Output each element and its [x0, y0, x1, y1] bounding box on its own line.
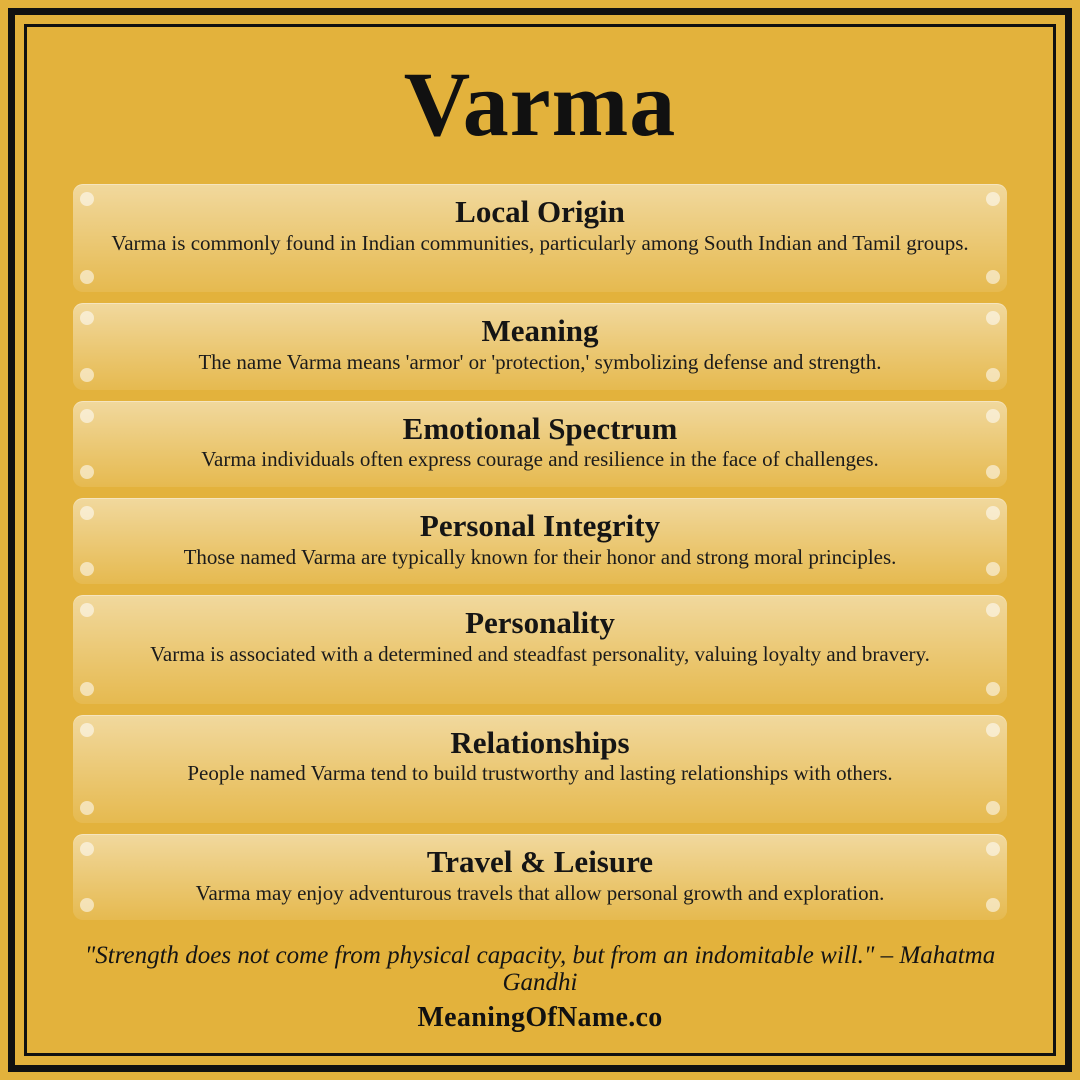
section-heading: Personality	[465, 605, 615, 641]
ribbon-notch-icon	[80, 898, 94, 912]
ribbon-notch-icon	[80, 368, 94, 382]
ribbon-notch-icon	[80, 465, 94, 479]
ribbon-notch-icon	[986, 898, 1000, 912]
section-heading: Relationships	[450, 724, 630, 760]
poster-content	[36, 36, 1044, 1044]
ribbon-notch-icon	[80, 801, 94, 815]
section-card-personal-integrity	[73, 498, 1007, 584]
section-heading: Local Origin	[455, 194, 625, 229]
section-card-personality	[73, 595, 1007, 703]
section-heading: Travel & Leisure	[426, 843, 654, 879]
ribbon-notch-icon	[80, 270, 94, 284]
ribbon-notch-icon	[80, 562, 94, 576]
ribbon-notch-icon	[80, 682, 94, 696]
ribbon-notch-icon	[986, 465, 1000, 479]
footer	[36, 942, 1044, 1044]
section-body: The name Varma means 'armor' or 'protection,' symbolizing defense and strength.	[198, 349, 882, 374]
ribbon-notch-icon	[986, 682, 1000, 696]
sections-list	[36, 184, 1044, 931]
section-heading: Emotional Spectrum	[402, 410, 678, 446]
section-card-travel-leisure	[73, 834, 1007, 920]
section-body: Those named Varma are typically known for their honor and strong moral principles.	[183, 544, 897, 569]
section-heading: Personal Integrity	[419, 507, 661, 543]
footer-brand: MeaningOfName.co	[417, 1002, 663, 1033]
ribbon-notch-icon	[986, 562, 1000, 576]
section-card-local-origin	[73, 184, 1007, 292]
ribbon-notch-icon	[986, 270, 1000, 284]
section-body: Varma individuals often express courage and resilience in the face of challenges.	[201, 447, 879, 472]
section-card-emotional-spectrum	[73, 401, 1007, 487]
footer-quote: "Strength does not come from physical capacity, but from an indomitable will." – Mahatma Gandhi	[84, 942, 996, 996]
section-card-meaning	[73, 303, 1007, 389]
ribbon-notch-icon	[986, 801, 1000, 815]
section-body: Varma is associated with a determined and steadfast personality, valuing loyalty and bravery.	[150, 641, 930, 666]
page-title: Varma	[403, 53, 677, 155]
section-body: Varma is commonly found in Indian communities, particularly among South Indian and Tamil groups.	[111, 230, 969, 255]
section-body: Varma may enjoy adventurous travels that allow personal growth and exploration.	[195, 880, 885, 905]
section-body: People named Varma tend to build trustworthy and lasting relationships with others.	[187, 761, 893, 786]
section-card-relationships	[73, 715, 1007, 823]
section-heading: Meaning	[481, 313, 599, 349]
ribbon-notch-icon	[986, 368, 1000, 382]
